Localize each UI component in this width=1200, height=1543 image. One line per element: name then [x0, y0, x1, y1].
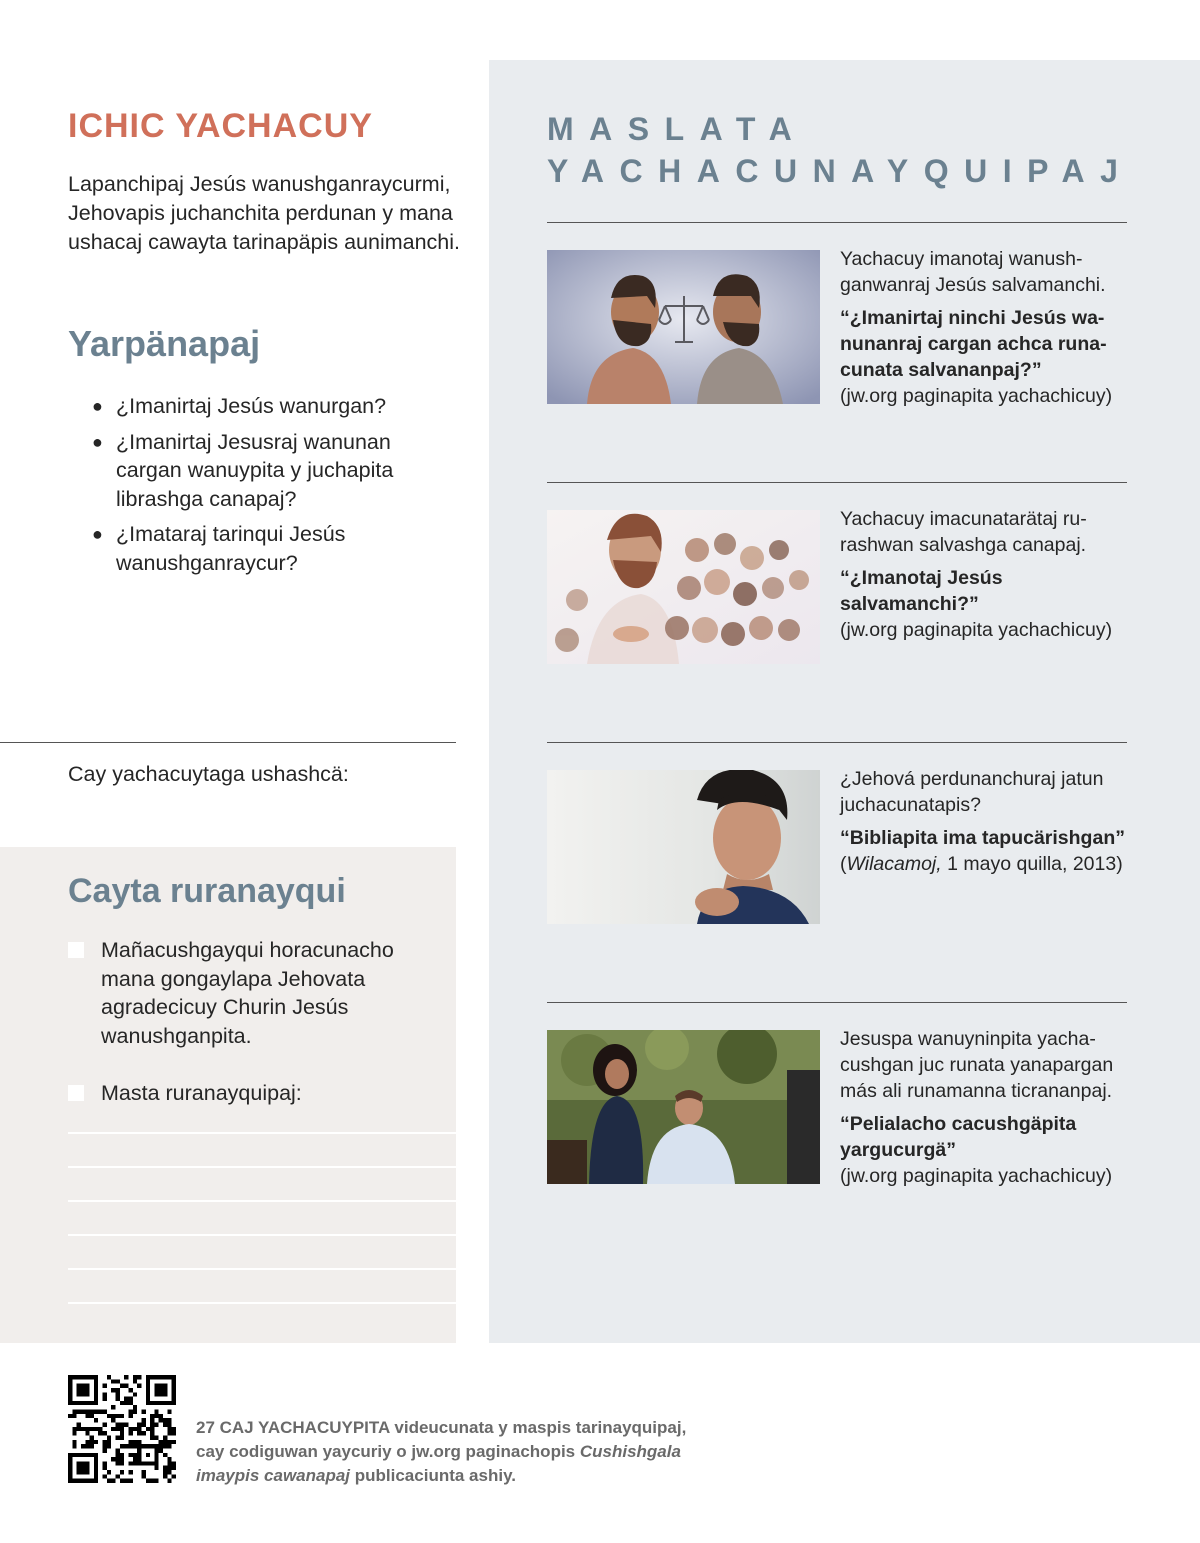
source-date: 1 mayo quilla, 2013) [941, 853, 1123, 875]
footer-note [196, 1416, 716, 1488]
question-text: ¿Imanirtaj Jesusraj wanunan cargan wanuypita y juchapita librashga canapaj? [116, 429, 394, 511]
try-this-title: Cayta ruranayqui [68, 872, 346, 910]
try-this-text: Masta ruranayquipaj: [101, 1081, 302, 1105]
resource-link[interactable]: “¿Imanirtaj ninchi Jesús wanunanraj cargan achca runacunata salvananpaj?” [840, 307, 1107, 381]
footer-publication: Cushishgala imaypis cawanapaj [196, 1442, 681, 1485]
source-open: ( [840, 853, 847, 875]
bullet-icon: ● [92, 396, 103, 416]
review-questions [92, 392, 432, 584]
resource-description: Yachacuy imanotaj wanushganwanraj Jesús salvamanchi. [840, 248, 1106, 296]
try-this-item [68, 1079, 438, 1108]
summary-title: ICHIC YACHACUY [68, 107, 373, 145]
checkbox[interactable] [68, 942, 84, 958]
item-divider [547, 222, 1127, 223]
resource-description: Jesuspa wanuyninpita yachacushgan juc runata yanapargan más ali runamanna ticrananpaj. [840, 1028, 1114, 1102]
resource-source: (jw.org paginapita yachachicuy) [840, 1165, 1113, 1187]
item-divider [547, 1002, 1127, 1003]
write-in-line[interactable] [68, 1166, 456, 1168]
man-praying-image[interactable] [547, 770, 820, 924]
resource-link[interactable]: “Bibliapita ima tapucärishgan” [840, 827, 1125, 849]
resource-item [840, 506, 1130, 643]
checkbox[interactable] [68, 1085, 84, 1101]
review-question [92, 392, 432, 421]
couple-talking-image[interactable] [547, 1030, 820, 1184]
scales-justice-two-men-image[interactable] [547, 250, 820, 404]
item-divider [547, 742, 1127, 743]
resource-source [840, 825, 1130, 877]
summary-text: Lapanchipaj Jesús wanushganraycurmi, Jehovapis juchanchita perdunan y mana ushacaj cawayta tarinapäpis aunimanchi. [68, 172, 461, 254]
try-this-text: Mañacushgayqui horacunacho mana gongaylapa Jehovata agradecicuy Churin Jesús wanushganpita. [101, 938, 394, 1048]
write-in-line[interactable] [68, 1234, 456, 1236]
resource-link[interactable]: “¿Imanotaj Jesús salvamanchi?” [840, 567, 1003, 615]
footer-text: publicaciunta ashiy. [350, 1466, 516, 1485]
write-in-line[interactable] [68, 1268, 456, 1270]
resource-item [840, 246, 1130, 409]
item-divider [547, 482, 1127, 483]
resource-item [840, 766, 1130, 877]
learn-more-title-line: MASLATA [547, 111, 808, 147]
question-text: ¿Imataraj tarinqui Jesús wanushganraycur? [116, 522, 346, 575]
review-question [92, 520, 432, 577]
resource-description: Yachacuy imacunatarätaj rurashwan salvashga canapaj. [840, 508, 1087, 556]
resource-source: (jw.org paginapita yachachicuy) [840, 619, 1113, 641]
learn-more-title-line: YACHACUNAYQUIPAJ [547, 153, 1134, 189]
qr-code-icon[interactable] [68, 1375, 176, 1483]
bullet-icon: ● [92, 431, 103, 452]
write-in-line[interactable] [68, 1302, 456, 1304]
footer-text: 27 CAJ YACHACUYPITA videucunata y maspis tarinayquipaj, cay codiguwan yaycuriy o jw.org paginachopis [196, 1418, 687, 1461]
learn-more-title [547, 108, 1133, 192]
resource-item [840, 1026, 1130, 1189]
bullet-icon: ● [92, 524, 103, 544]
question-text: ¿Imanirtaj Jesús wanurgan? [116, 394, 387, 418]
completed-label: Cay yachacuytaga ushashcä: [68, 762, 349, 786]
write-in-line[interactable] [68, 1132, 456, 1134]
write-in-line[interactable] [68, 1200, 456, 1202]
resource-link[interactable]: “Pelialacho cacushgäpita yargucurgä” [840, 1113, 1077, 1161]
try-this-item [68, 936, 438, 1050]
resource-description: ¿Jehová perdunanchuraj jatun juchacunatapis? [840, 768, 1104, 816]
section-divider [0, 742, 456, 743]
resource-source: (jw.org paginapita yachachicuy) [840, 385, 1113, 407]
review-title: Yarpänapaj [68, 323, 261, 364]
review-question [92, 428, 432, 514]
jesus-with-crowd-image[interactable] [547, 510, 820, 664]
source-publication: Wilacamoj, [846, 853, 942, 875]
